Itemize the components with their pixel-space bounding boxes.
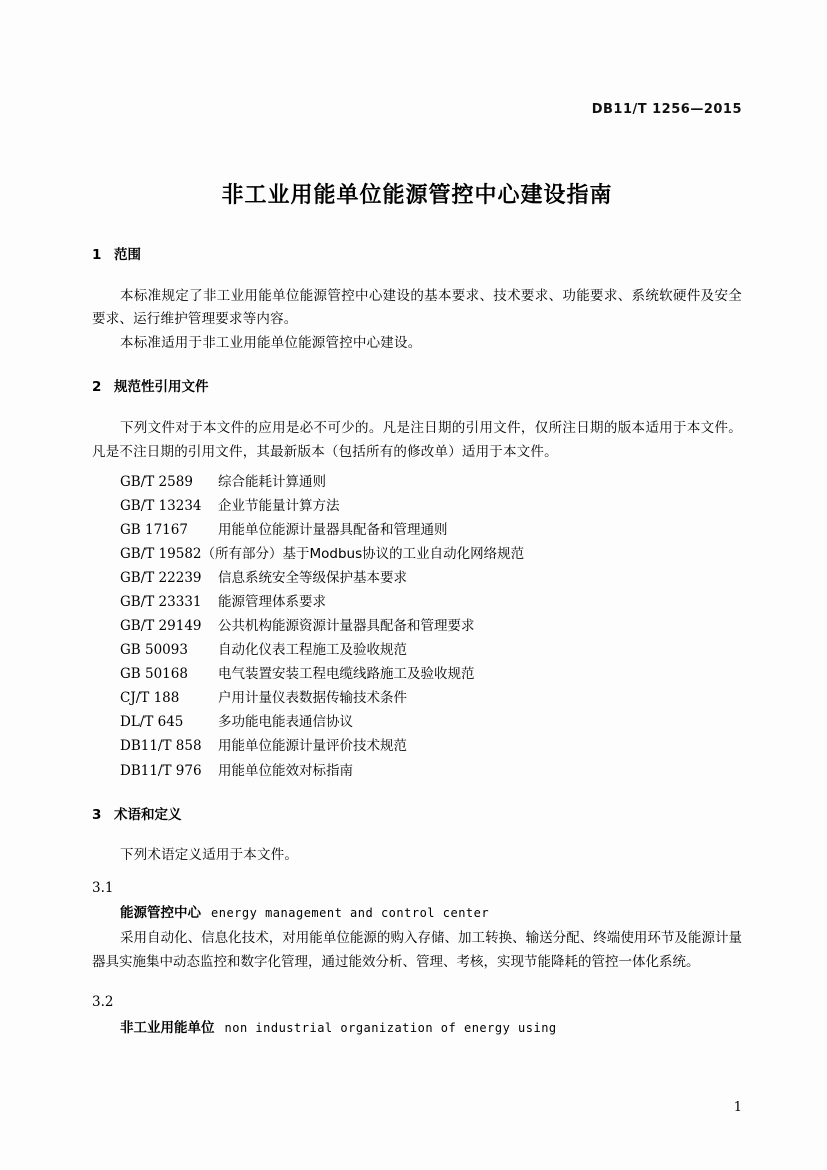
reference-name: 公共机构能源资源计量器具配备和管理要求	[218, 618, 475, 635]
reference-name: 综合能耗计算通则	[218, 474, 326, 491]
term-entry-3-1	[92, 901, 742, 927]
list-item	[92, 470, 742, 494]
list-item	[92, 542, 742, 566]
term-label-en: energy management and control center	[211, 906, 490, 921]
section-number-3: 3	[92, 806, 102, 823]
section-number-2: 2	[92, 379, 102, 396]
standard-code-header: DB11/T 1256—2015	[591, 102, 742, 117]
reference-code: GB/T 13234	[120, 498, 202, 515]
reference-code: DB11/T 976	[120, 762, 202, 779]
reference-name: 信息系统安全等级保护基本要求	[218, 570, 407, 587]
section-title-2: 规范性引用文件	[114, 379, 209, 396]
reference-name: 电气装置安装工程电缆线路施工及验收规范	[218, 666, 475, 683]
reference-code: DB11/T 858	[120, 738, 202, 755]
section-heading-3	[92, 805, 742, 827]
reference-code: DL/T 645	[120, 714, 184, 731]
list-item	[92, 494, 742, 518]
reference-name: 用能单位能源计量评价技术规范	[218, 738, 407, 755]
document-body	[92, 245, 742, 1042]
reference-name: 基于Modbus协议的工业自动化网络规范	[282, 546, 525, 563]
reference-name: 自动化仪表工程施工及验收规范	[218, 642, 407, 659]
term-label-zh: 非工业用能单位	[120, 1019, 215, 1036]
reference-name: 多功能电能表通信协议	[218, 714, 353, 731]
reference-name: 户用计量仪表数据传输技术条件	[218, 690, 407, 707]
reference-code: GB/T 22239	[120, 570, 202, 587]
section-1-paragraph-2: 本标准适用于非工业用能单位能源管控中心建设。	[120, 334, 422, 351]
reference-code: GB/T 19582（所有部分）	[120, 546, 283, 563]
term-entry-3-2	[92, 1016, 742, 1042]
reference-name: 用能单位能源计量器具配备和管理通则	[218, 522, 448, 539]
page-number: 1	[733, 1100, 742, 1115]
section-heading-1	[92, 245, 742, 267]
list-item	[92, 566, 742, 590]
list-item	[92, 710, 742, 734]
section-1-paragraph-1: 本标准规定了非工业用能单位能源管控中心建设的基本要求、技术要求、功能要求、系统软硬件及安全要求、运行维护管理要求等内容。	[92, 287, 742, 328]
term-label-en: non industrial organization of energy using	[224, 1020, 557, 1035]
reference-code: GB 50168	[120, 666, 188, 683]
list-item	[92, 662, 742, 686]
section-number-1: 1	[92, 247, 102, 263]
page-title: 非工业用能单位能源管控中心建设指南	[221, 183, 613, 208]
reference-code: GB/T 29149	[120, 618, 202, 635]
normative-reference-list	[92, 470, 742, 782]
section-2-paragraph-1: 下列文件对于本文件的应用是必不可少的。凡是注日期的引用文件，仅所注日期的版本适用于本文件。凡是不注日期的引用文件，其最新版本（包括所有的修改单）适用于本文件。	[92, 420, 742, 460]
list-item	[92, 518, 742, 542]
reference-code: CJ/T 188	[120, 690, 180, 707]
term-label-zh: 能源管控中心	[120, 905, 201, 922]
term-number-3-1: 3.1	[92, 879, 114, 896]
list-item	[92, 759, 742, 783]
list-item	[92, 686, 742, 710]
term-number-3-2: 3.2	[92, 994, 114, 1011]
page-content-area	[92, 0, 742, 1170]
section-heading-2	[92, 377, 742, 399]
list-item	[92, 614, 742, 638]
term-definition-3-1: 采用自动化、信息化技术，对用能单位能源的购入存储、加工转换、输送分配、终端使用环节及能源计量器具实施集中动态监控和数字化管理，通过能效分析、管理、考核，实现节能降耗的管控一体化系统。	[92, 930, 742, 970]
section-title-3: 术语和定义	[114, 806, 182, 823]
reference-code: GB 50093	[120, 642, 188, 659]
list-item	[92, 638, 742, 662]
reference-code: GB 17167	[120, 522, 188, 539]
section-title-1: 范围	[114, 247, 141, 263]
list-item	[92, 590, 742, 614]
reference-name: 能源管理体系要求	[218, 594, 326, 611]
reference-code: GB/T 23331	[120, 594, 202, 611]
section-3-paragraph-1: 下列术语定义适用于本文件。	[120, 847, 299, 864]
list-item	[92, 734, 742, 758]
reference-name: 企业节能量计算方法	[218, 498, 340, 515]
reference-code: GB/T 2589	[120, 474, 193, 491]
reference-name: 用能单位能效对标指南	[218, 762, 353, 779]
